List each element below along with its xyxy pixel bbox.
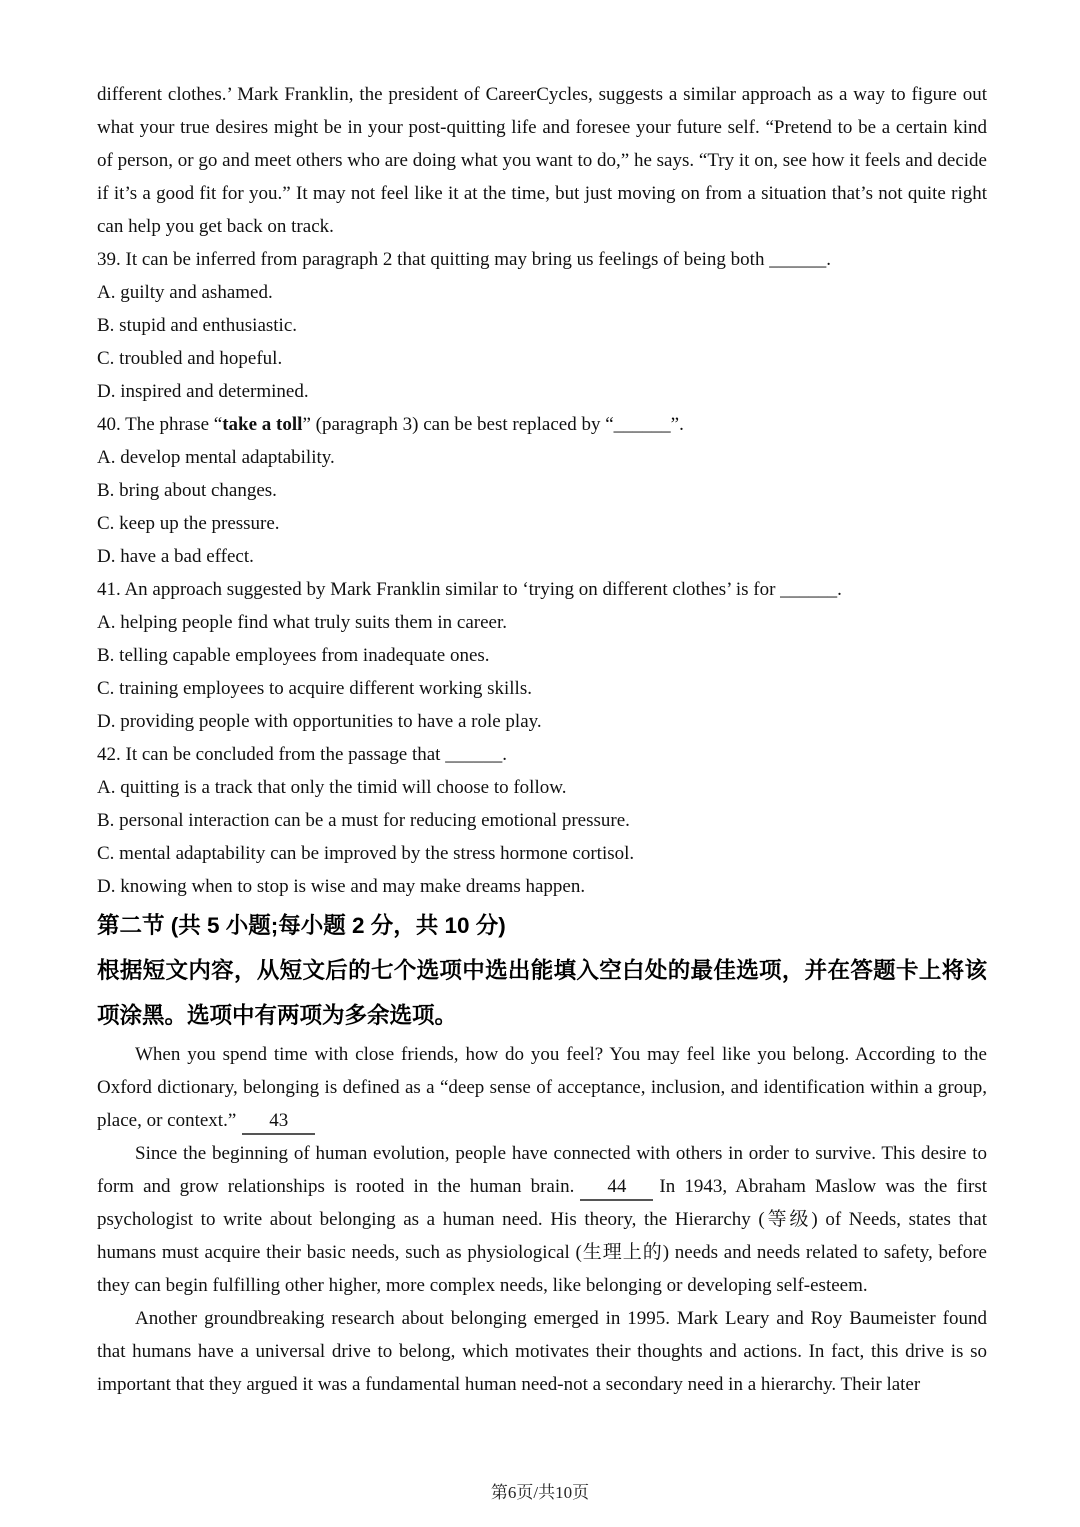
question-40-option-d: D. have a bad effect. [97, 546, 254, 567]
question-39-option-b: B. stupid and enthusiastic. [97, 315, 298, 336]
question-39 [97, 243, 987, 408]
passage-paragraph-2-pre: Since the beginning of human evolution, people have connected with others in order to survive. This desire to form and grow relationships is rooted in the human brain. [97, 1143, 987, 1197]
question-41 [97, 573, 987, 738]
question-42-stem-text: 42. It can be concluded from the passage that ______. [97, 744, 507, 765]
question-40-stem-post: ” (paragraph 3) can be best replaced by “______”. [302, 414, 684, 435]
passage-paragraph-1-text: When you spend time with close friends, how do you feel? You may feel like you belong. According to the Oxford dictionary, belonging is defined as a “deep sense of acceptance, inclusion, and identification within a group, place, or context.” [97, 1044, 987, 1131]
question-41-option-c: C. training employees to acquire different working skills. [97, 678, 532, 699]
question-42 [97, 738, 987, 903]
question-40 [97, 408, 987, 573]
question-41-option-d: D. providing people with opportunities to have a role play. [97, 711, 542, 732]
passage-paragraph-3: Another groundbreaking research about belonging emerged in 1995. Mark Leary and Roy Baumeister found that humans have a universal drive to belong, which motivates their thoughts and actions. In fact, this drive is so important that they argued it was a fundamental human need-not a secondary need in a hierarchy. Their later [97, 1308, 987, 1395]
section-2-header: 第二节 (共 5 小题;每小题 2 分，共 10 分) [97, 913, 506, 938]
question-40-stem-text: 40. The phrase “ [97, 414, 223, 435]
section-2-instruction: 根据短文内容，从短文后的七个选项中选出能填入空白处的最佳选项，并在答题卡上将该项涂黑。选项中有两项为多余选项。 [97, 958, 987, 1028]
blank-43: 43 [242, 1109, 315, 1135]
question-39-option-c: C. troubled and hopeful. [97, 348, 283, 369]
question-41-option-a: A. helping people find what truly suits them in career. [97, 612, 507, 633]
question-40-stem-bold: take a toll [222, 414, 303, 435]
passage-paragraph-2-post: In 1943, Abraham Maslow was the first psychologist to write about belonging as a human need. His theory, the Hierarchy (等级) of Needs, states that humans must acquire their basic needs, such as physiological (生理上的) needs and needs related to safety, before they can begin fulfilling other higher, more complex needs, like belonging or developing self-esteem. [97, 1176, 988, 1296]
question-42-option-c: C. mental adaptability can be improved by the stress hormone cortisol. [97, 843, 635, 864]
question-41-stem-text: 41. An approach suggested by Mark Franklin similar to ‘trying on different clothes’ is for ______. [97, 579, 842, 600]
question-41-option-b: B. telling capable employees from inadequate ones. [97, 645, 490, 666]
question-40-option-b: B. bring about changes. [97, 480, 277, 501]
question-40-stem [97, 408, 987, 441]
question-42-option-d: D. knowing when to stop is wise and may make dreams happen. [97, 876, 586, 897]
question-42-option-a: A. quitting is a track that only the timid will choose to follow. [97, 777, 567, 798]
question-40-option-c: C. keep up the pressure. [97, 513, 280, 534]
question-39-stem-text: 39. It can be inferred from paragraph 2 that quitting may bring us feelings of being both ______. [97, 249, 831, 270]
question-40-option-a: A. develop mental adaptability. [97, 447, 335, 468]
passage-paragraph-1 [97, 1038, 987, 1137]
question-41-stem [97, 573, 987, 606]
page-number-footer: 第6页/共10页 [490, 1483, 590, 1502]
question-42-stem [97, 738, 987, 771]
intro-paragraph: different clothes.’ Mark Franklin, the president of CareerCycles, suggests a similar approach as a way to figure out what your true desires might be in your post-quitting life and foresee your future self. “Pretend to be a certain kind of person, or go and meet others who are doing what you want to do,” he says. “Try it on, see how it feels and decide if it’s a good fit for you.” It may not feel like it at the time, but just moving on from a situation that’s not quite right can help you get back on track. [97, 84, 987, 237]
question-39-stem [97, 243, 987, 276]
question-42-option-b: B. personal interaction can be a must for reducing emotional pressure. [97, 810, 630, 831]
page-content [97, 78, 987, 1401]
blank-44: 44 [580, 1175, 653, 1201]
question-39-option-d: D. inspired and determined. [97, 381, 309, 402]
passage-paragraph-2 [97, 1137, 987, 1302]
question-39-option-a: A. guilty and ashamed. [97, 282, 273, 303]
